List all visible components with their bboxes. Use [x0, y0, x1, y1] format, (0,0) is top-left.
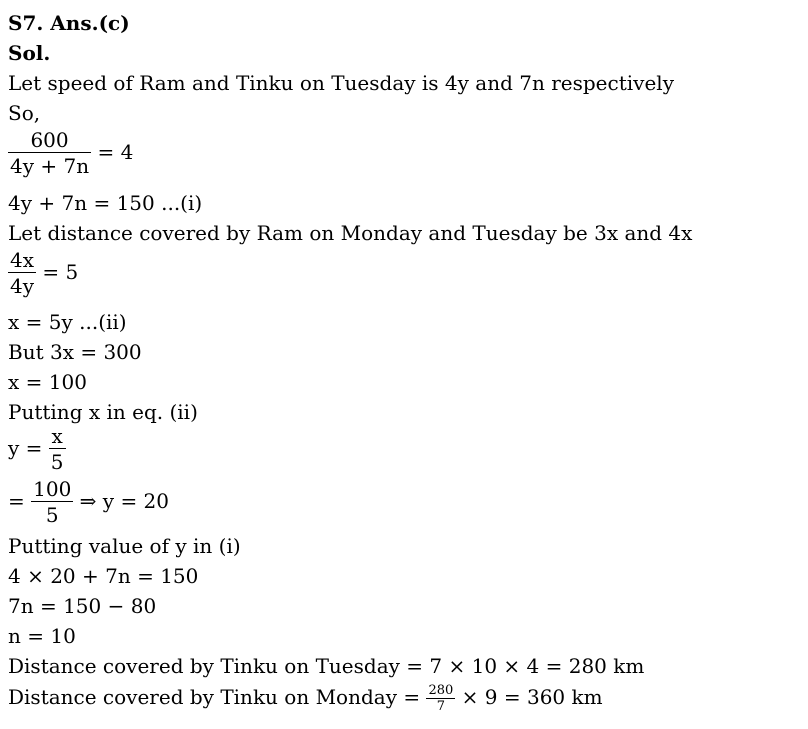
equation-lhs: Distance covered by Tinku on Monday =: [8, 685, 421, 709]
solution-label: Sol.: [8, 41, 51, 65]
text-line: x = 100: [8, 370, 87, 394]
fraction-numerator: 4x: [10, 248, 35, 272]
equation-lhs: =: [8, 489, 25, 513]
fraction: [8, 128, 91, 179]
fraction-denominator: 4y: [10, 274, 35, 298]
equation-lhs: y =: [8, 436, 43, 460]
text-line: n = 10: [8, 624, 76, 648]
equation-rhs: = 4: [97, 140, 134, 164]
text-line: 4 × 20 + 7n = 150: [8, 564, 199, 588]
equation-fraction: [8, 477, 169, 528]
equation-fraction: [8, 128, 133, 179]
fraction-denominator: 4y + 7n: [10, 154, 90, 178]
fraction-numerator: 280: [428, 683, 454, 698]
text-line: Let distance covered by Ram on Monday and Tuesday be 3x and 4x: [8, 221, 693, 245]
fraction-numerator: 100: [33, 477, 72, 501]
equation-rhs: × 9 = 360 km: [461, 685, 603, 709]
text-line: Putting value of y in (i): [8, 534, 241, 558]
text-line: But 3x = 300: [8, 340, 142, 364]
equation-fraction: [8, 248, 78, 299]
fraction-denominator: 7: [426, 698, 455, 714]
text-line: So,: [8, 101, 41, 125]
fraction: [31, 477, 73, 528]
fraction-denominator: 5: [31, 501, 73, 528]
fraction: [8, 248, 36, 299]
fraction-numerator: x: [51, 424, 63, 448]
equation-rhs: ⇒ y = 20: [79, 489, 170, 513]
answer-heading: S7. Ans.(c): [8, 11, 130, 35]
text-line: 7n = 150 − 80: [8, 594, 157, 618]
equation-fraction: [8, 683, 603, 714]
equation-fraction: [8, 424, 66, 475]
fraction: [426, 683, 455, 714]
text-line: Let speed of Ram and Tinku on Tuesday is 4y and 7n respectively: [8, 71, 674, 95]
fraction-numerator: 600: [30, 128, 69, 152]
text-line: Putting x in eq. (ii): [8, 400, 198, 424]
text-line: Distance covered by Tinku on Tuesday = 7 × 10 × 4 = 280 km: [8, 654, 645, 678]
text-line: 4y + 7n = 150 ...(i): [8, 191, 203, 215]
text-line: x = 5y ...(ii): [8, 310, 127, 334]
fraction-denominator: 5: [50, 450, 64, 474]
equation-rhs: = 5: [42, 260, 79, 284]
fraction: [49, 424, 66, 475]
